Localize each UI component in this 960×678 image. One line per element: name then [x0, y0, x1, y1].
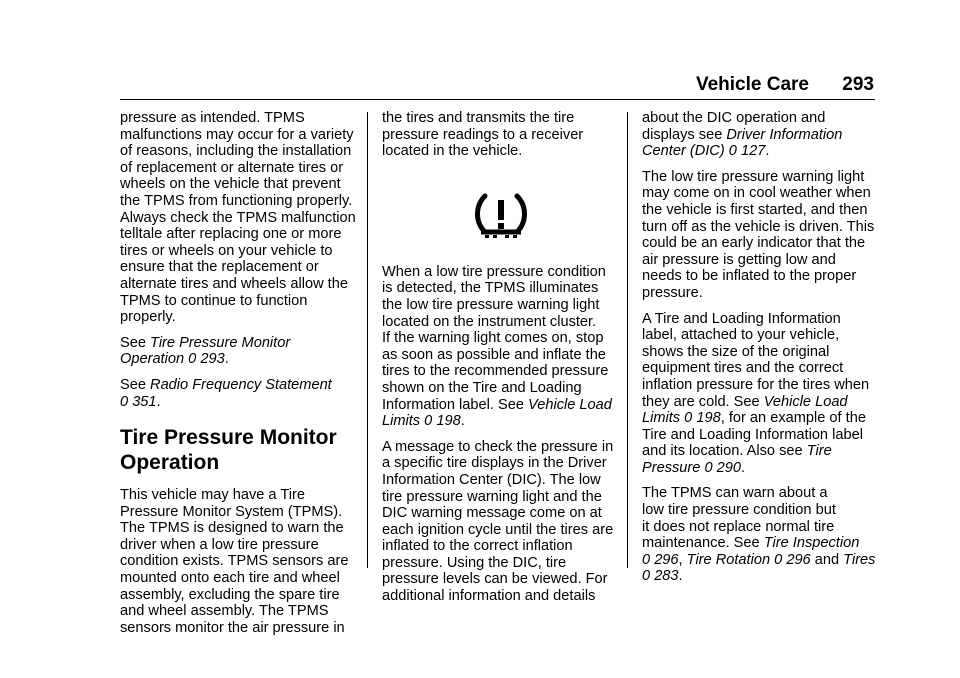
paragraph: pressure as intended. TPMS malfunctions may occur for a variety of reasons, including the installation of replacement or alternate tires or wheels on the vehicle that prevent the TPMS from functioning properly. Always check the TPMS malfunction telltale after replacing one or more tires or wheels on your vehicle to ensure that the replacement or alternate tires and wheels allow the TPMS to continue to function properly. [120, 110, 356, 326]
paragraph: The low tire pressure warning light may come on in cool weather when the vehicle is first started, and then turn off as the vehicle is driven. This could be an early indicator that the air pressure is getting low and needs to be inflated to the proper pressure. [642, 168, 875, 301]
column-divider-2 [627, 112, 628, 568]
cross-reference-link[interactable]: Tire Pressure 0 290 [642, 443, 832, 476]
paragraph: A Tire and Loading Information label, attached to your vehicle, shows the size of the original equipment tires and the correct inflation pressure for the tires when they are cold. See Vehicle Load Limits 0 198, for an example of the Tire and Loading Information label and its location. Also see Tire Pressure 0 290. [642, 310, 870, 476]
column-1 [120, 110, 356, 645]
page-arrow-icon: 0 [684, 410, 693, 427]
cross-reference-link[interactable]: Driver Information Center (DIC) 0 127 [642, 126, 843, 160]
cross-reference-link[interactable]: Vehicle Load Limits 0 198 [642, 393, 848, 427]
page-arrow-icon: 0 [424, 413, 433, 430]
page-number: 293 [842, 74, 874, 95]
header-rule [120, 99, 875, 100]
page-arrow-icon: 0 [120, 393, 129, 410]
page-arrow-icon: 0 [188, 351, 197, 368]
paragraph: the tires and transmits the tire pressure readings to a receiver located in the vehicle. [382, 110, 584, 160]
cross-reference-link[interactable]: Tires 0 283 [642, 551, 876, 585]
cross-reference-link[interactable]: Tire Pressure Monitor Operation 0 293 [120, 334, 291, 368]
page-arrow-icon: 0 [642, 568, 651, 585]
column-2 [382, 110, 613, 614]
cross-reference-link[interactable]: Radio Frequency Statement 0 351 [120, 376, 332, 410]
cross-reference: See Radio Frequency Statement 0 351. [120, 376, 332, 410]
paragraph: This vehicle may have a Tire Pressure Monitor System (TPMS). The TPMS is designed to warn the driver when a low tire pressure condition exists. TPMS sensors are mounted onto each tire and wheel assembly, excluding the spare tire and wheel assembly. The TPMS sensors monitor the air pressure in [120, 487, 349, 636]
cross-reference-link[interactable]: Tire Inspection 0 296 [642, 535, 860, 568]
paragraph: about the DIC operation and displays see Driver Information Center (DIC) 0 127. [642, 110, 843, 160]
page-arrow-icon: 0 [728, 143, 737, 160]
paragraph: A message to check the pressure in a specific tire displays in the Driver Information Center (DIC). The low tire pressure warning light and the DIC warning message come on at each ignition cycle until the tires are inflated to the correct inflation pressure. Using the DIC, tire pressure levels can be viewed. For additional information and details [382, 438, 614, 605]
page-arrow-icon: 0 [704, 459, 713, 476]
page-arrow-icon: 0 [774, 551, 783, 568]
paragraph: The TPMS can warn about a low tire pressure condition but it does not replace normal tire maintenance. See Tire Inspection 0 296, Tire Rotation 0 296 and Tires 0 283. [642, 485, 876, 585]
cross-reference-link[interactable]: Vehicle Load Limits 0 198 [382, 396, 612, 430]
paragraph: When a low tire pressure condition is detected, the TPMS illuminates the low tire pressure warning light located on the instrument cluster. If the warning light comes on, stop as soon as possible and inflate the tires to the recommended pressure shown on the Tire and Loading Information label. See Vehicle Load Limits 0 198. [382, 263, 612, 430]
column-divider-1 [367, 112, 368, 568]
running-header [696, 74, 874, 96]
page-arrow-icon: 0 [642, 551, 651, 568]
tire-pressure-warning-icon [471, 190, 531, 238]
section-heading: Tire Pressure Monitor Operation [120, 426, 337, 475]
column-3 [642, 110, 875, 594]
cross-reference-link[interactable]: Tire Rotation 0 296 [686, 551, 811, 568]
cross-reference: See Tire Pressure Monitor Operation 0 293. [120, 334, 291, 368]
section-title: Vehicle Care [695, 74, 810, 95]
